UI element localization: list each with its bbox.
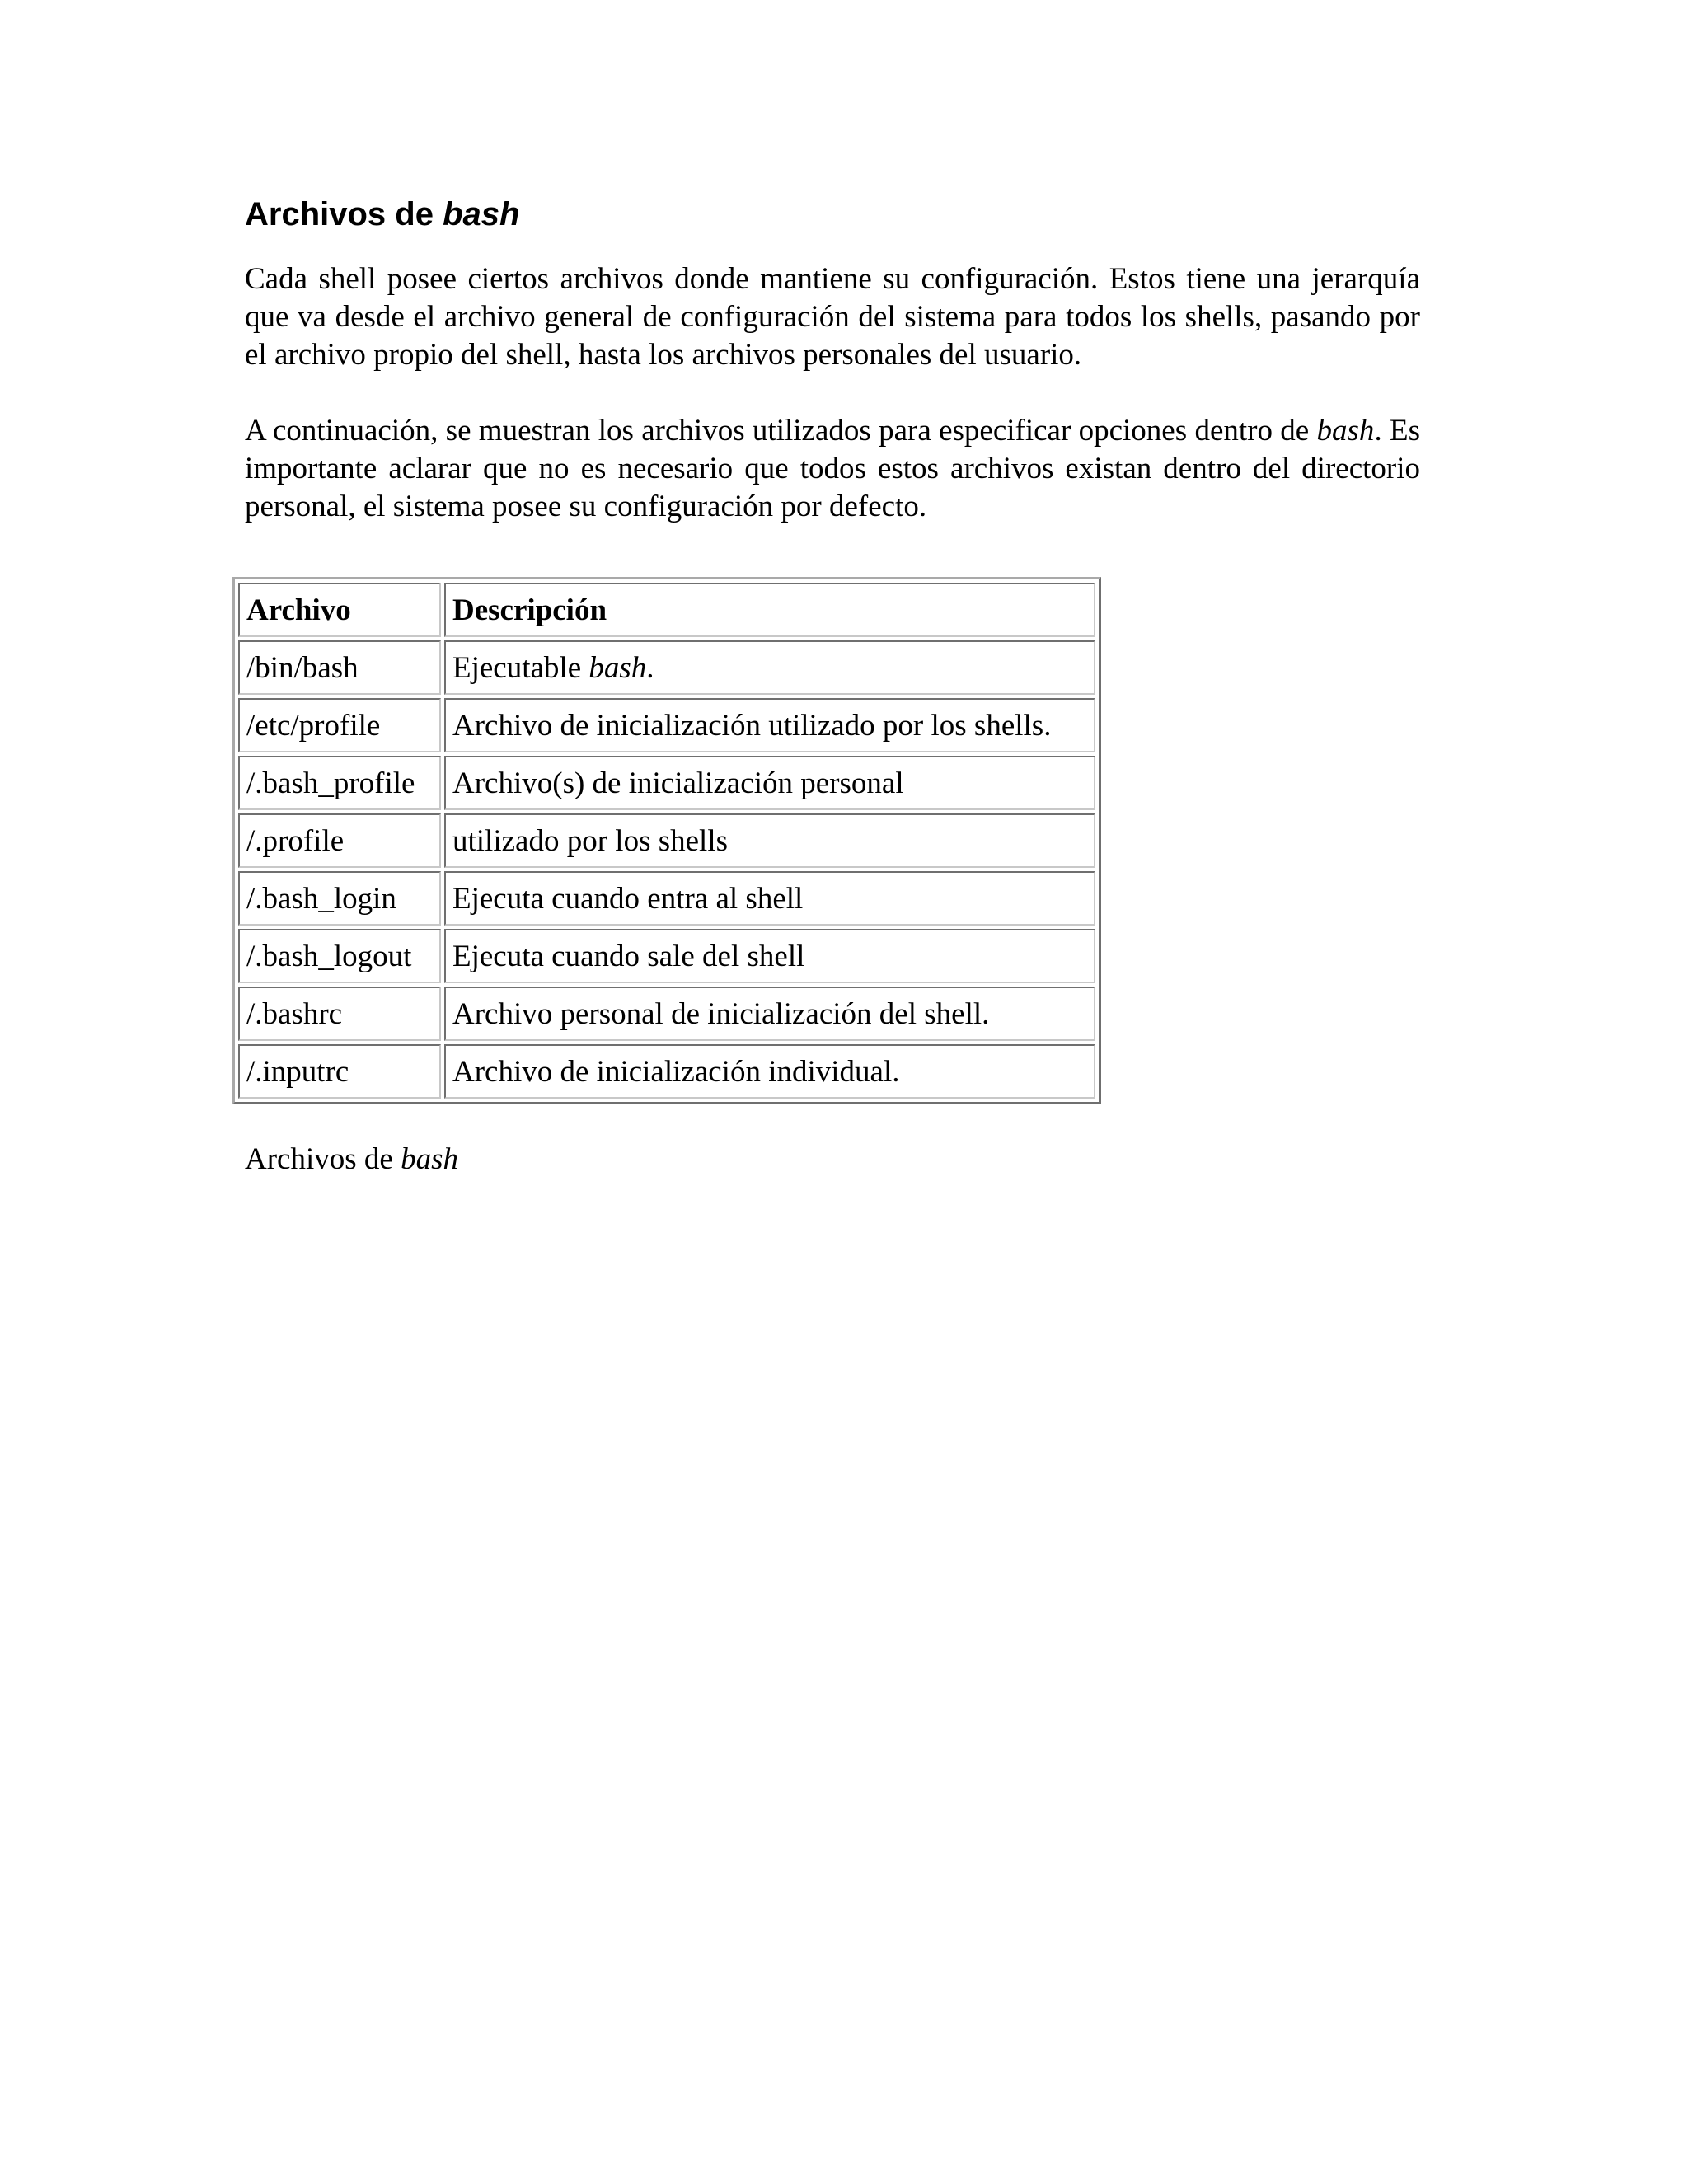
description-text: Ejecutable — [452, 650, 589, 685]
description-text: Archivo de inicialización individual. — [452, 1054, 900, 1089]
file-path-cell: /.bashrc — [238, 987, 441, 1041]
description-emphasis: bash — [588, 650, 647, 685]
file-path-cell: /.inputrc — [238, 1044, 441, 1099]
description-text-after: . — [646, 650, 654, 685]
description-cell — [444, 929, 1095, 983]
paragraph-intro — [245, 260, 1420, 374]
description-text: Archivo(s) de inicialización personal — [452, 766, 904, 800]
paragraph-files-text-before: A continuación, se muestran los archivos utilizados para especificar opciones dentro de — [245, 414, 1317, 448]
table-caption — [245, 1141, 458, 1179]
table-row — [238, 1044, 1095, 1099]
file-path-cell: /.bash_login — [238, 871, 441, 926]
heading-emphasis: bash — [443, 196, 520, 232]
table-row — [238, 987, 1095, 1041]
paragraph-files-list — [245, 412, 1420, 526]
table-row — [238, 640, 1095, 695]
table-row — [238, 698, 1095, 752]
description-cell — [444, 1044, 1095, 1099]
description-text: Ejecuta cuando entra al shell — [452, 881, 804, 916]
table-header-row — [238, 583, 1095, 637]
description-cell — [444, 987, 1095, 1041]
file-path-cell: /etc/profile — [238, 698, 441, 752]
description-cell — [444, 698, 1095, 752]
file-path-cell: /bin/bash — [238, 640, 441, 695]
description-cell — [444, 756, 1095, 810]
table-row — [238, 871, 1095, 926]
table-row — [238, 756, 1095, 810]
paragraph-files-emphasis: bash — [1316, 414, 1375, 448]
file-path-cell: /.bash_logout — [238, 929, 441, 983]
document-page — [245, 191, 1421, 1176]
description-cell — [444, 640, 1095, 695]
header-description: Descripción — [444, 583, 1095, 637]
description-cell — [444, 871, 1095, 926]
table-row — [238, 929, 1095, 983]
section-heading — [245, 191, 1420, 237]
caption-emphasis: bash — [401, 1142, 458, 1176]
description-text: Archivo de inicialización utilizado por los shells. — [452, 708, 1052, 743]
table-row — [238, 813, 1095, 868]
description-text: Archivo personal de inicialización del shell. — [452, 996, 990, 1031]
description-cell — [444, 813, 1095, 868]
bash-files-table — [232, 577, 1101, 1104]
description-text: Ejecuta cuando sale del shell — [452, 939, 805, 973]
caption-text: Archivos de — [245, 1142, 401, 1176]
heading-text: Archivos de — [245, 196, 443, 232]
file-path-cell: /.profile — [238, 813, 441, 868]
paragraph-intro-text: Cada shell posee ciertos archivos donde mantiene su configuración. Estos tiene una jerarquía que va desde el archivo general de configuración del sistema para todos los shells, pasando por el archivo propio del shell, hasta los archivos personales del usuario. — [245, 262, 1420, 372]
files-table-wrapper — [232, 577, 1101, 1104]
paragraph-files-text-after: . Es importante aclarar que no es necesario que todos estos archivos existan dentro del directorio personal, el sistema posee su configuración por defecto. — [245, 414, 1421, 523]
file-path-cell: /.bash_profile — [238, 756, 441, 810]
description-text: utilizado por los shells — [452, 823, 728, 858]
header-file: Archivo — [238, 583, 441, 637]
